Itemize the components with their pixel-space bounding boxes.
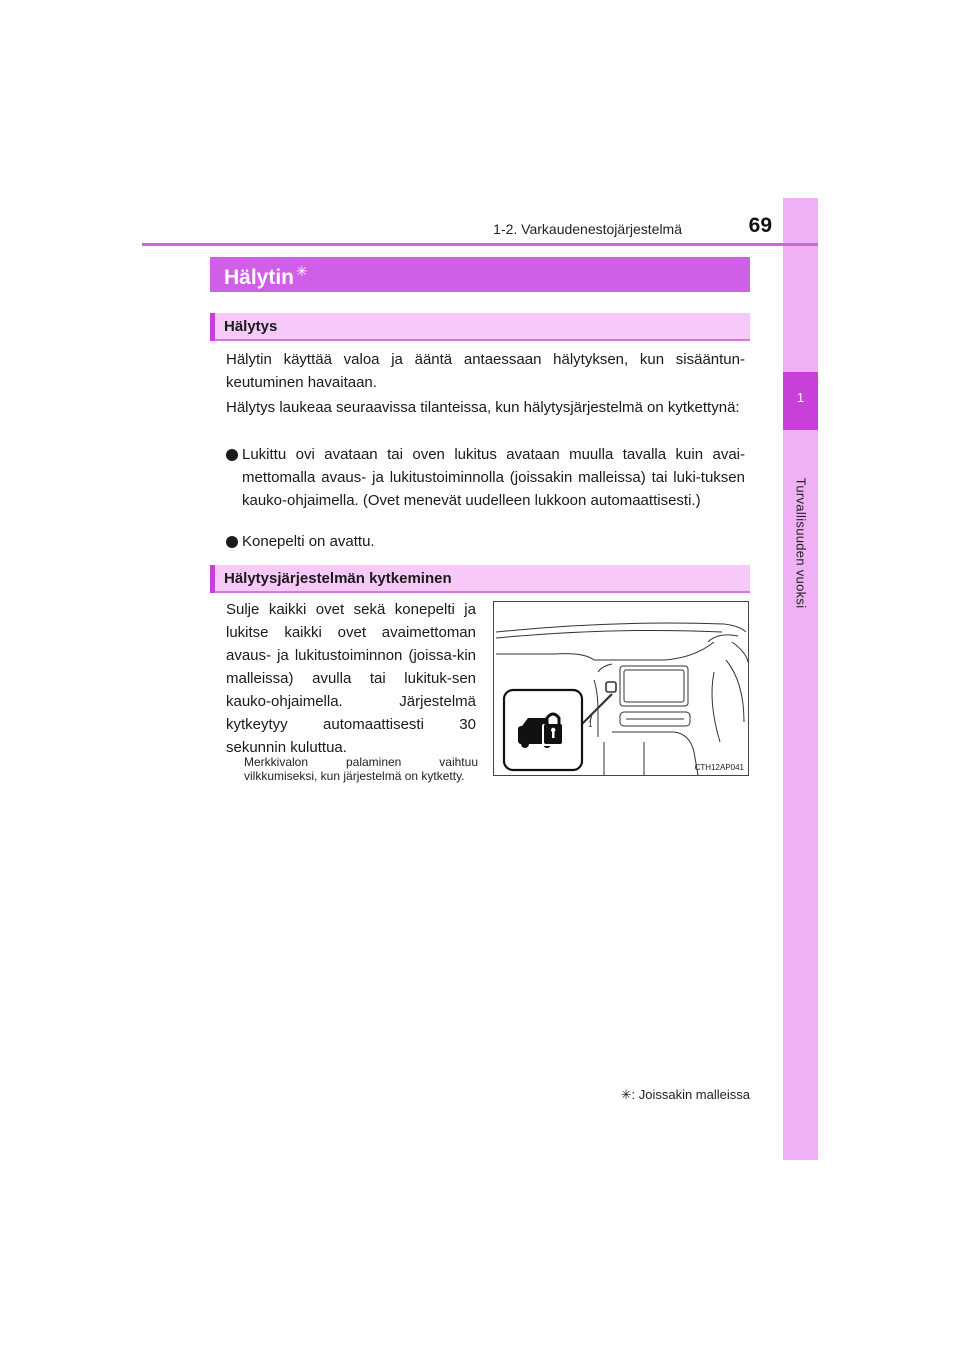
footnote bbox=[520, 1087, 750, 1103]
section-heading: Hälytysjärjestelmän kytkeminen bbox=[224, 570, 452, 587]
side-tab-strip bbox=[783, 198, 818, 1160]
footnote-text: : Joissakin malleissa bbox=[631, 1087, 750, 1102]
header-rule bbox=[142, 243, 818, 246]
paragraph-triggers: Hälytys laukeaa seuraavissa tilanteissa, kun hälytysjärjestelmä on kytkettynä: bbox=[226, 399, 740, 416]
figure-callout-number: 1 bbox=[588, 720, 593, 729]
figure-code: CTH12AP041 bbox=[694, 763, 744, 772]
bullet-icon bbox=[226, 449, 238, 461]
chapter-number-tab: 1 bbox=[783, 372, 818, 430]
bullet-icon bbox=[226, 536, 238, 548]
section-heading: Hälytys bbox=[224, 318, 278, 335]
asterisk-icon: ✳ bbox=[620, 1087, 632, 1102]
paragraph-setting: Sulje kaikki ovet sekä konepelti ja lukitse kaikki ovet avaimettoman avaus- ja lukitustoiminnon (joissa-kin malleissa) avulla tai lukituk-sen kauko-ohjaimella. Järjestelmä kytkeytyy automaattisesti 30 sekunnin kuluttua. bbox=[226, 601, 476, 756]
section-accent bbox=[210, 313, 215, 341]
list-item-text: Konepelti on avattu. bbox=[242, 533, 375, 550]
list-item-text: Lukittu ovi avataan tai oven lukitus avataan muulla tavalla kuin avai-mettomalla avaus- ja lukitustoiminnolla (joissakin malleissa) tai luki-tuksen kauko-ohjaimella. (Ovet menevät uudelleen lukkoon automaattisesti.) bbox=[242, 446, 745, 509]
chapter-label-text: Turvallisuuden vuoksi bbox=[793, 477, 809, 609]
section-header-halytys bbox=[210, 313, 750, 341]
section-header-kytkeminen bbox=[210, 565, 750, 593]
paragraph-intro: Hälytin käyttää valoa ja ääntä antaessaan hälytyksen, kun sisääntun-keutuminen havaitaan. bbox=[226, 351, 745, 391]
dashboard-drawing bbox=[494, 602, 748, 775]
dashboard-illustration bbox=[493, 601, 749, 776]
asterisk-icon: ✳ bbox=[296, 263, 308, 279]
section-accent bbox=[210, 565, 215, 593]
page-number: 69 bbox=[748, 214, 772, 237]
running-header-section: 1-2. Varkaudenestojärjestelmä bbox=[493, 221, 682, 237]
page-title-text: Hälytin bbox=[224, 266, 295, 289]
page-title bbox=[224, 263, 308, 290]
note-indicator: Merkkivalon palaminen vaihtuu vilkkumiseksi, kun järjestelmä on kytketty. bbox=[244, 755, 478, 783]
